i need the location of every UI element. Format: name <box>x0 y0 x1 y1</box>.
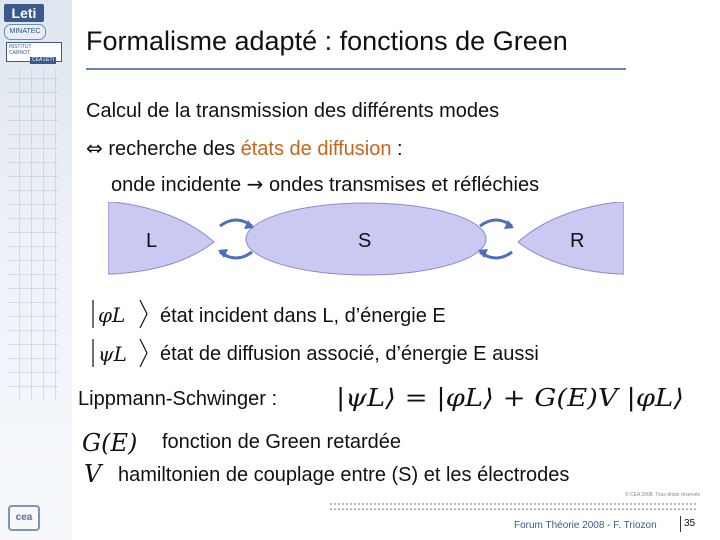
v-formula-text: V <box>84 460 102 488</box>
label-S: S <box>358 230 372 252</box>
footer-separator <box>680 516 681 532</box>
title-rule <box>86 68 626 70</box>
minatec-logo: MINATEC <box>4 24 46 40</box>
slide-title: Formalisme adapté : fonctions de Green <box>86 26 568 56</box>
left-lead <box>108 202 214 274</box>
coupling-v-formula <box>82 456 112 490</box>
equivalence-icon: ⇔ <box>86 136 103 160</box>
v-description: hamiltonien de couplage entre (S) et les électrodes <box>118 464 570 486</box>
psi-ket-text: ψL <box>98 342 127 366</box>
legal-fineprint <box>330 500 698 514</box>
line2-post: : <box>391 138 403 160</box>
line3-a: onde incidente <box>111 174 247 196</box>
body-line-1: Calcul de la transmission des différents modes <box>86 100 500 122</box>
label-L: L <box>146 230 158 252</box>
line2-pre: recherche des <box>108 138 241 160</box>
copyright-notice: © CEA 2008. Tous droits réservés <box>624 492 700 498</box>
lrs-diagram <box>108 202 624 278</box>
psi-description: état de diffusion associé, d’énergie E aussi <box>160 343 539 365</box>
green-formula-text: G(E) <box>82 429 138 457</box>
carnot-tag: CEA LETI <box>32 57 54 63</box>
lippmann-formula-text: |ψL⟩ = |φL⟩ + G(E)V |φL⟩ <box>336 384 640 412</box>
green-function-formula <box>80 424 152 460</box>
page-number: 35 <box>684 518 696 529</box>
phi-ket-text: φL <box>98 303 126 327</box>
phi-description: état incident dans L, d’énergie E <box>160 305 446 327</box>
phi-ket-formula <box>88 296 152 332</box>
leti-logo: Leti <box>4 4 44 22</box>
green-description: fonction de Green retardée <box>162 431 402 453</box>
lippmann-label: Lippmann-Schwinger : <box>78 388 277 410</box>
body-line-2 <box>86 136 403 161</box>
carnot-line-1: INSTITUT <box>9 44 32 50</box>
cea-logo: cea <box>8 505 40 531</box>
body-line-3 <box>111 172 539 197</box>
psi-ket-formula <box>88 335 152 371</box>
label-R: R <box>570 230 585 252</box>
footer-event: Forum Théorie 2008 - F. Triozon <box>514 520 657 531</box>
sidebar-decoration <box>0 0 72 540</box>
lippmann-schwinger-formula <box>336 376 690 418</box>
carnot-line-2: CARNOT <box>9 50 31 56</box>
line3-b: ondes transmises et réfléchies <box>263 174 540 196</box>
right-arrow-icon: → <box>246 172 264 196</box>
line2-highlight: états de diffusion <box>240 138 392 160</box>
